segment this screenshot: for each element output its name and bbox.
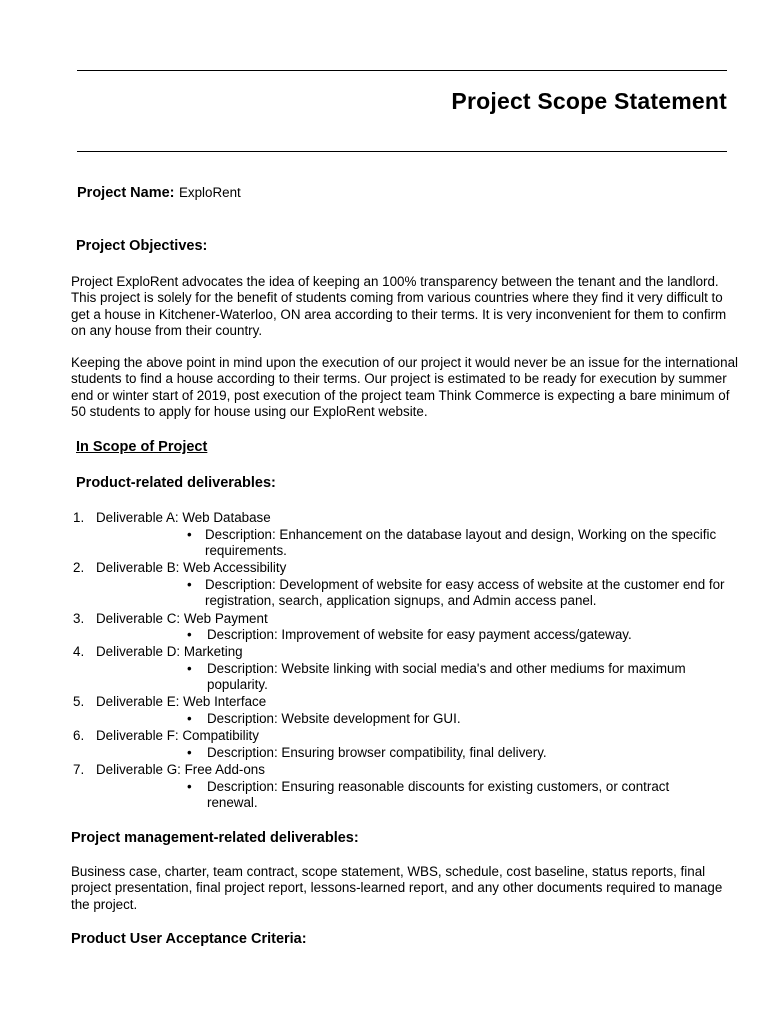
project-name-label: Project Name:: [77, 185, 175, 201]
bullet-icon: •: [187, 527, 192, 542]
top-divider: [77, 70, 727, 71]
deliverable-name: Deliverable C: Web Payment: [96, 611, 268, 626]
in-scope-heading: In Scope of Project: [76, 439, 208, 455]
project-name-line: [77, 184, 241, 202]
deliverable-description: Description: Ensuring browser compatibility, final delivery.: [207, 745, 547, 760]
deliverable-name: Deliverable B: Web Accessibility: [96, 560, 287, 575]
deliverable-name: Deliverable D: Marketing: [96, 644, 243, 659]
list-item-number: 5.: [73, 694, 85, 709]
bullet-icon: •: [187, 627, 192, 642]
deliverable-description: Description: Development of website for easy access of website at the customer end for registration, search, application signups, and Admin access panel.: [205, 577, 725, 609]
deliverable-name: Deliverable G: Free Add-ons: [96, 762, 265, 777]
product-deliverables-heading: Product-related deliverables:: [76, 475, 276, 491]
list-item-number: 7.: [73, 762, 85, 777]
deliverable-description: Description: Improvement of website for easy payment access/gateway.: [207, 627, 632, 642]
acceptance-criteria-heading: Product User Acceptance Criteria:: [71, 931, 307, 947]
objectives-heading: Project Objectives:: [76, 238, 208, 254]
bullet-icon: •: [187, 711, 192, 726]
bullet-icon: •: [187, 779, 192, 794]
objectives-paragraph-2: Keeping the above point in mind upon the execution of our project it would never be an issue for the international students to find a house according to their terms. Our project is estimated to be ready for execution by summer end or winter start of 2019, post execution of the project team Think Commerce is expecting a bare minimum of 50 students to apply for house using our ExploRent website.: [71, 355, 738, 420]
objectives-paragraph-1: Project ExploRent advocates the idea of keeping an 100% transparency between the tenant and the landlord. This project is solely for the benefit of students coming from various countries where they find it very difficult to get a house in Kitchener-Waterloo, ON area according to their terms. It is very inconvenient for them to confirm on any house from their country.: [71, 274, 727, 339]
pm-deliverables-paragraph: Business case, charter, team contract, scope statement, WBS, schedule, cost baseline, status reports, final project presentation, final project report, lessons-learned report, and any other documents required to manage the project.: [71, 864, 723, 912]
deliverable-description: Description: Enhancement on the database layout and design, Working on the specific requirements.: [205, 527, 717, 559]
project-name-value: ExploRent: [178, 185, 241, 200]
list-item-number: 1.: [73, 510, 85, 525]
deliverable-description: Description: Website development for GUI.: [207, 711, 461, 726]
pm-deliverables-heading: Project management-related deliverables:: [71, 830, 359, 846]
bullet-icon: •: [187, 661, 192, 676]
deliverable-description: Description: Ensuring reasonable discounts for existing customers, or contract renewal.: [207, 779, 670, 811]
deliverable-name: Deliverable F: Compatibility: [96, 728, 259, 743]
deliverable-name: Deliverable E: Web Interface: [96, 694, 267, 709]
deliverable-description: Description: Website linking with social media's and other mediums for maximum popularity.: [207, 661, 686, 693]
list-item-number: 2.: [73, 560, 85, 575]
page-title: Project Scope Statement: [451, 88, 727, 114]
bottom-divider: [77, 151, 727, 152]
deliverable-name: Deliverable A: Web Database: [96, 510, 271, 525]
list-item-number: 4.: [73, 644, 85, 659]
list-item-number: 6.: [73, 728, 85, 743]
bullet-icon: •: [187, 577, 192, 592]
list-item-number: 3.: [73, 611, 85, 626]
bullet-icon: •: [187, 745, 192, 760]
